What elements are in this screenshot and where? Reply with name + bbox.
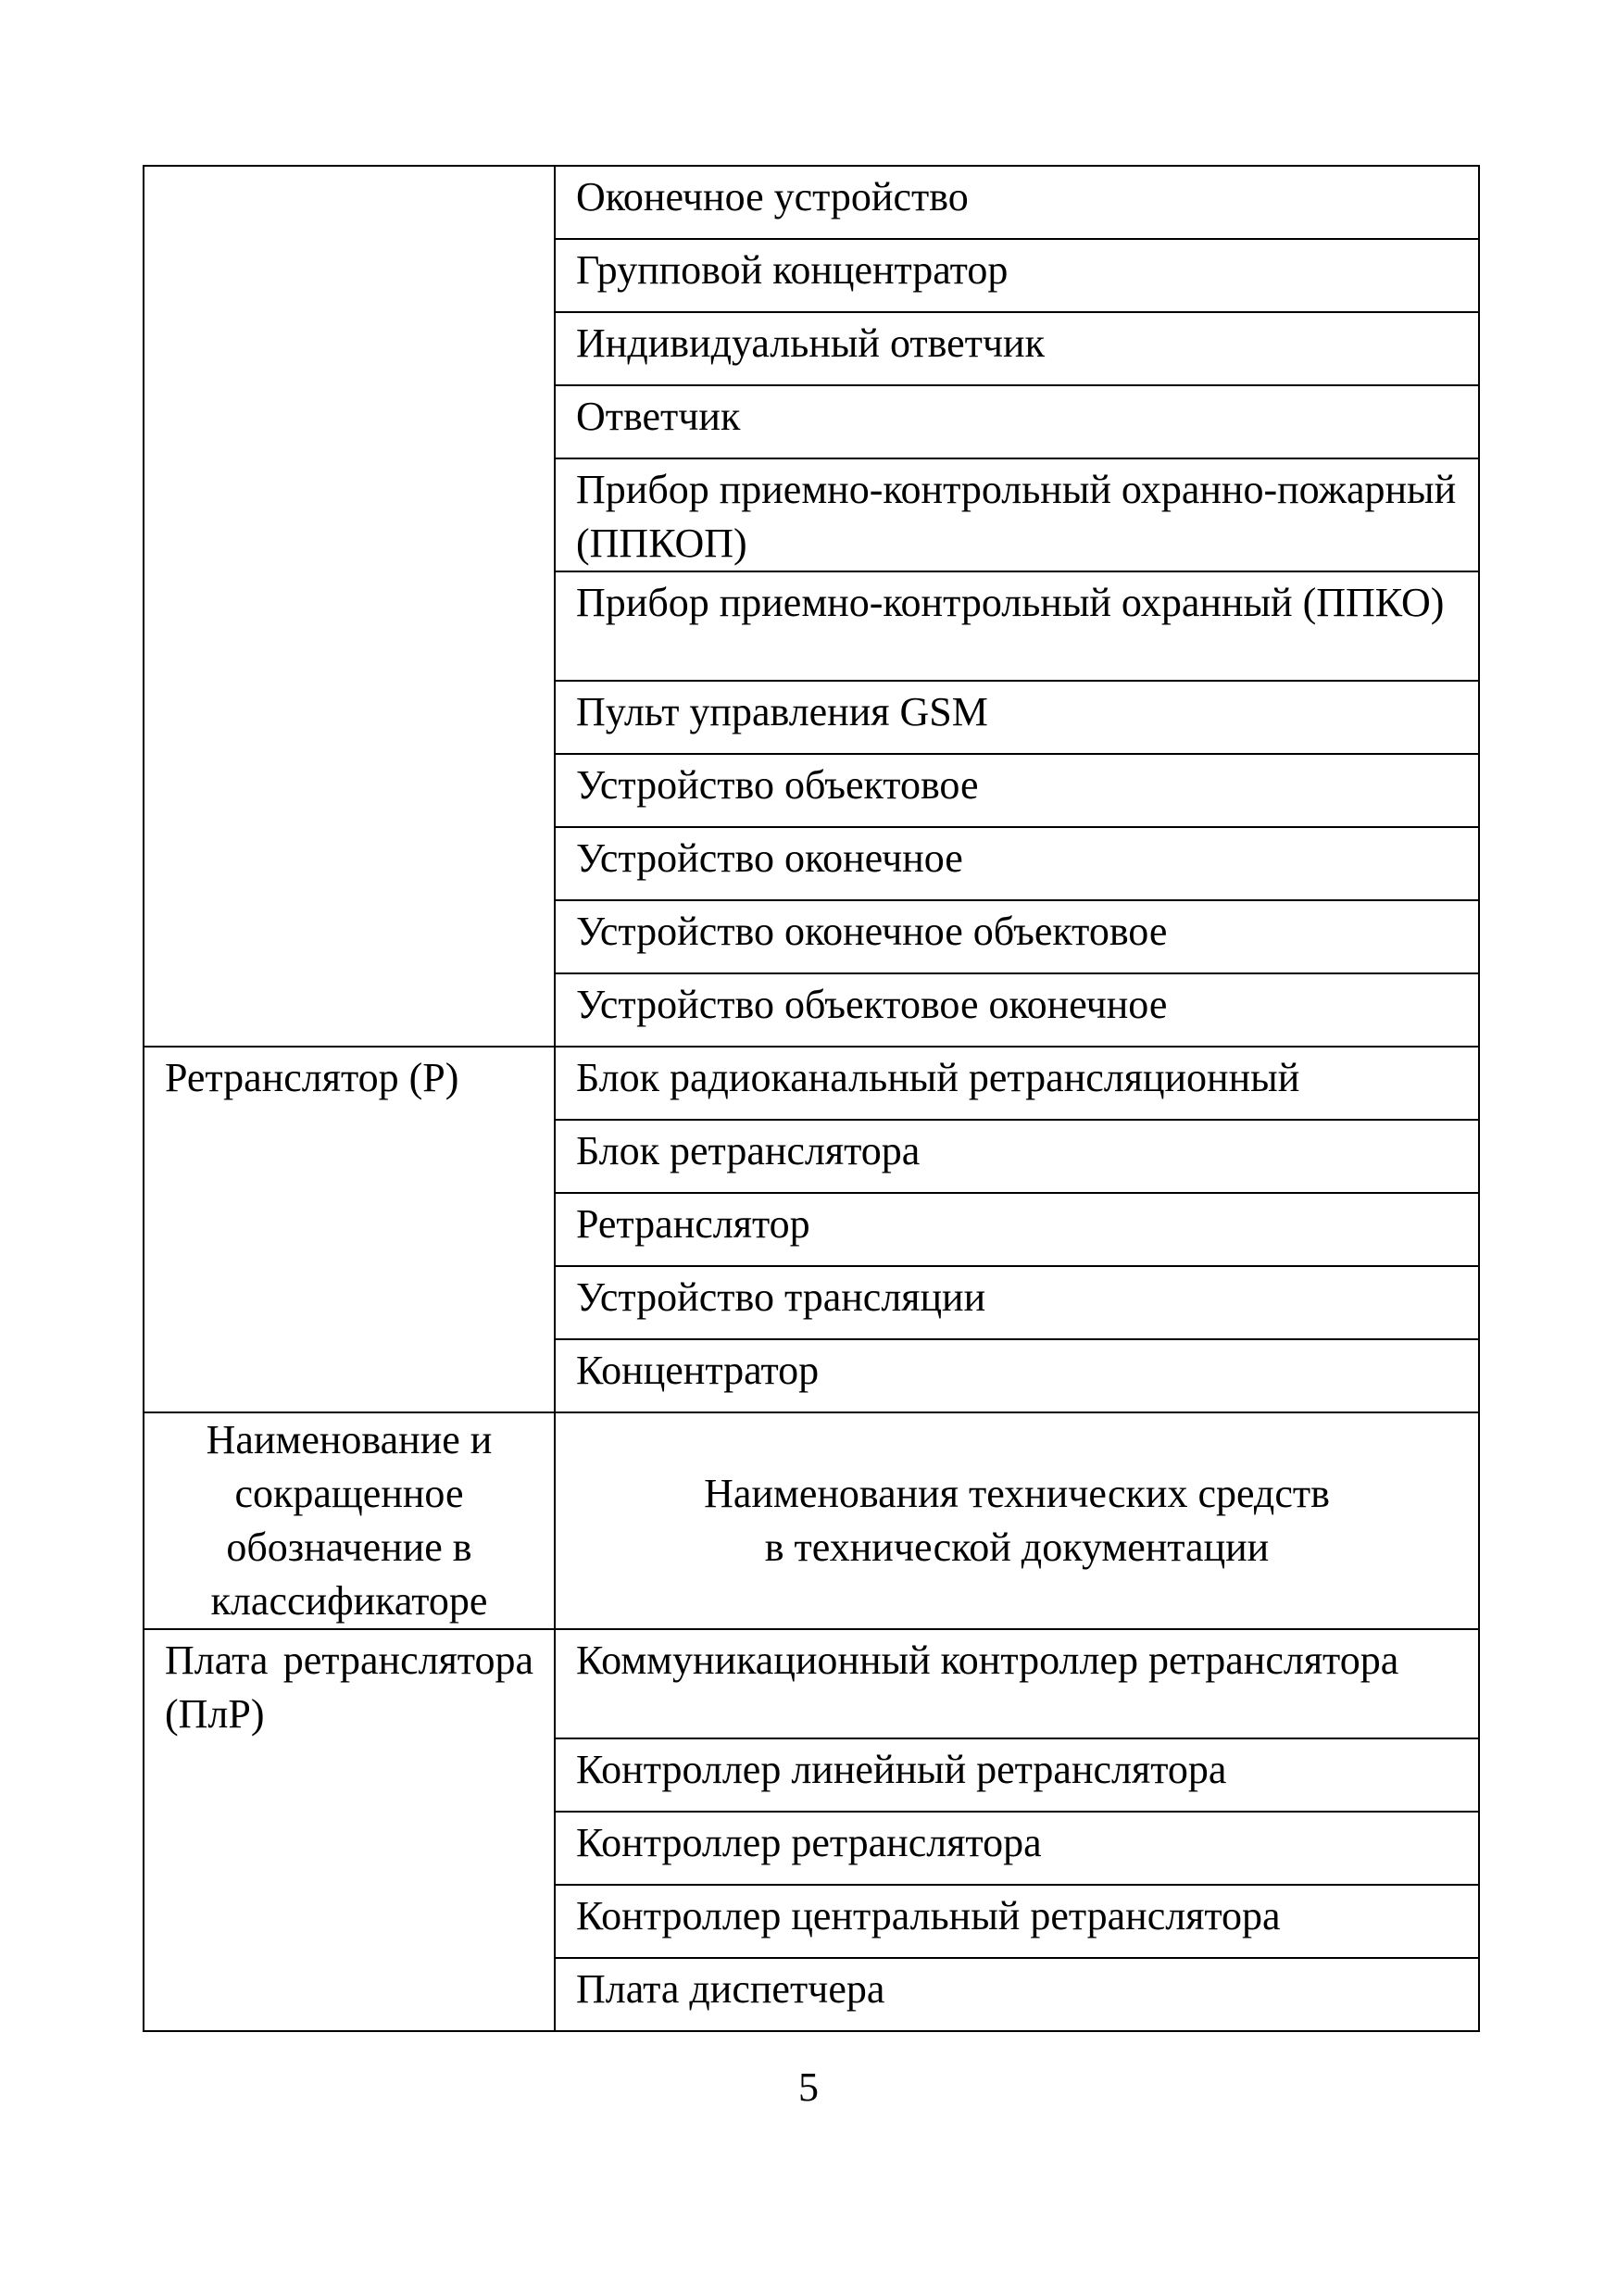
device-name-cell: Устройство объектовое оконечное xyxy=(555,973,1479,1047)
device-name-cell: Блок радиоканальный ретрансляционный xyxy=(555,1047,1479,1120)
device-name-cell: Пульт управления GSM xyxy=(555,681,1479,754)
device-name-cell: Коммуникационный контроллер ретранслятора xyxy=(555,1629,1479,1738)
device-name-cell: Индивидуальный ответчик xyxy=(555,312,1479,385)
device-name-cell: Устройство оконечное объектовое xyxy=(555,900,1479,973)
device-name-cell: Ретранслятор xyxy=(555,1193,1479,1266)
category-cell-continued xyxy=(144,166,555,1047)
device-name-cell: Плата диспетчера xyxy=(555,1958,1479,2031)
device-name-cell: Оконечное устройство xyxy=(555,166,1479,239)
category-cell-retranslator-board: Плата ретранслятора (ПлР) xyxy=(144,1629,555,2031)
device-name-cell: Блок ретранслятора xyxy=(555,1120,1479,1193)
page-number: 5 xyxy=(798,2064,819,2110)
device-name-cell: Прибор приемно-контрольный охранно-пожарный (ППКОП) xyxy=(555,458,1479,571)
device-name-cell: Ответчик xyxy=(555,385,1479,458)
device-name-cell: Групповой концентратор xyxy=(555,239,1479,312)
table-header-row xyxy=(144,1412,1479,1629)
header-technical-names-line1: Наименования технических средств xyxy=(704,1471,1330,1516)
header-classifier-name: Наименование и сокращенное обозначение в классификаторе xyxy=(144,1412,555,1629)
device-name-cell: Концентратор xyxy=(555,1339,1479,1412)
header-technical-names-line2: в технической документации xyxy=(764,1524,1270,1570)
device-name-cell: Устройство оконечное xyxy=(555,827,1479,900)
device-name-cell: Прибор приемно-контрольный охранный (ППКО) xyxy=(555,571,1479,681)
device-name-cell: Контроллер центральный ретранслятора xyxy=(555,1885,1479,1958)
device-name-cell: Устройство объектовое xyxy=(555,754,1479,827)
category-cell-retranslator: Ретранслятор (Р) xyxy=(144,1047,555,1412)
device-name-cell: Контроллер линейный ретранслятора xyxy=(555,1738,1479,1812)
device-name-cell: Контроллер ретранслятора xyxy=(555,1812,1479,1885)
device-name-cell: Устройство трансляции xyxy=(555,1266,1479,1339)
header-technical-names xyxy=(555,1412,1479,1629)
classification-table xyxy=(143,165,1480,2032)
